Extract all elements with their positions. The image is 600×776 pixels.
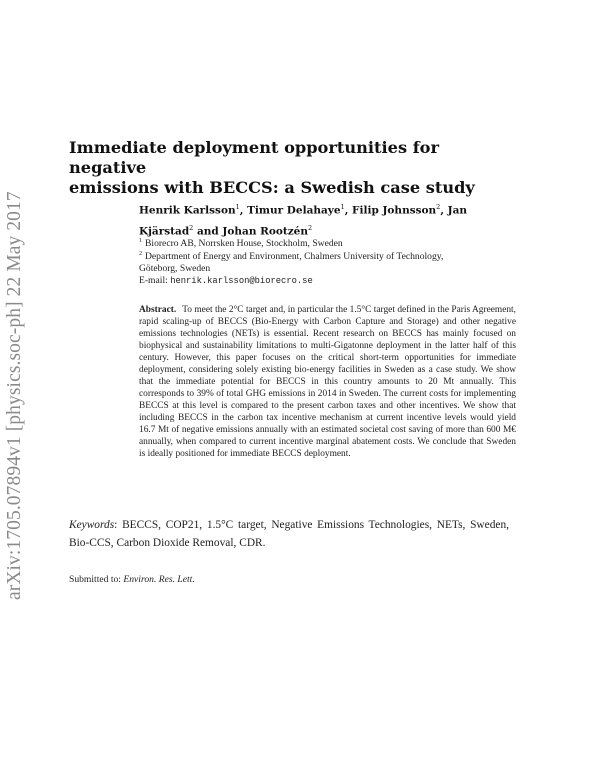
author-3: Filip Johnsson <box>352 204 437 217</box>
title-line-2: emissions with BECCS: a Swedish case study <box>69 178 475 197</box>
submitted-to <box>69 574 195 585</box>
author-line-1: Henrik Karlsson$^1$, Timur Delahaye$^1$, Filip Johnsson$^2$, Jan <box>139 203 468 217</box>
affiliation-1-text: Biorecro AB, Norrsken House, Stockholm, Sweden <box>145 238 343 250</box>
journal-name: Environ. Res. Lett. <box>123 574 195 585</box>
abstract-label: Abstract. <box>139 305 177 315</box>
author-1: Henrik Karlsson <box>139 204 236 217</box>
author-4-last: Kjärstad <box>139 225 190 237</box>
keywords-text: BECCS, COP21, 1.5°C target, Negative Emissions Technologies, NETs, Sweden, Bio-CCS, Carbon Dioxide Removal, CDR. <box>69 519 509 549</box>
affiliation-1-sup: 1 <box>139 238 142 244</box>
author-1-affil: 1 <box>235 203 240 211</box>
affiliation-2-sup: 2 <box>139 251 142 257</box>
affiliation-2-line-2: Göteborg, Sweden <box>139 263 211 275</box>
abstract-text: To meet the 2°C target and, in particular the 1.5°C target defined in the Paris Agreement, rapid scaling-up of BECCS (Bio-Energy with Carbon Capture and Storage) and other negative emissions technologies (NETs) is essential. Recent research on BECCS has mainly focused on biophysical and sustainability limitations to multi-Gigatonne deployment in the latter half of this century. However, this paper focuses on the critical short-term opportunities for immediate deployment, considering solely existing bio-energy facilities in Sweden as a case study. We show that the immediate potential for BECCS in this country amounts to 20 Mt annually. This corresponds to 39% of total GHG emissions in 2014 in Sweden. The current costs for implementing BECCS at this level is compared to the present carbon taxes and other incentives. We show that including BECCS in the carbon tax incentive mechanism at current incentive levels would yield 16.7 Mt of negative emissions annually with an estimated societal cost saving of more than 600 M€ annually, when compared to current incentive marginal abatement costs. We conclude that Sweden is ideally positioned for immediate BECCS deployment. <box>139 305 516 459</box>
email-address[interactable]: henrik.karlsson@biorecro.se <box>170 276 313 286</box>
paper-title <box>69 138 509 198</box>
author-5-affil: 2 <box>307 223 313 232</box>
affiliation-2 <box>139 248 519 275</box>
keywords: Keywords: BECCS, COP21, 1.5°C target, Negative Emissions Technologies, NETs, Sweden, Bio-CCS, Carbon Dioxide Removal, CDR. <box>69 519 509 549</box>
title-line-1: Immediate deployment opportunities for negative <box>69 138 439 177</box>
keywords-label: Keywords <box>69 519 115 531</box>
author-line-2: Kjärstad$^2$ and Johan Rootzén$^2$ <box>139 223 313 237</box>
author-2: Timur Delahaye <box>247 204 341 217</box>
author-4-affil: 2 <box>189 223 194 232</box>
author-5: Johan Rootzén <box>222 225 308 237</box>
affiliation-2-line-1 <box>139 248 519 263</box>
abstract <box>139 304 516 460</box>
arxiv-identifier: arXiv:1705.07894v1 [physics.soc-ph] 22 May 2017 <box>4 191 25 600</box>
affiliation-2-text: Department of Energy and Environment, Chalmers University of Technology, <box>145 251 444 263</box>
author-3-affil: 2 <box>436 203 441 211</box>
author-2-affil: 1 <box>340 203 345 211</box>
email-line <box>139 275 313 286</box>
author-4-first: Jan <box>447 204 468 217</box>
author-list <box>139 199 519 240</box>
email-label: E-mail: <box>139 275 168 286</box>
submitted-label: Submitted to: <box>69 574 121 585</box>
